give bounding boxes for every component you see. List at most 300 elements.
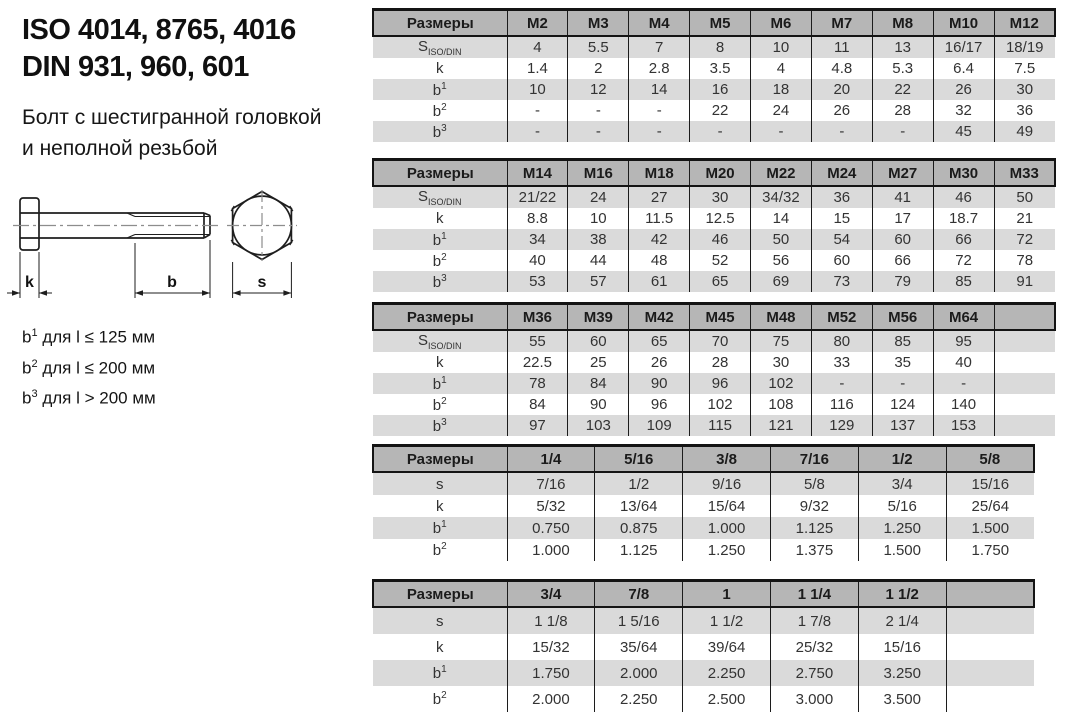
dimension-value-cell: 39/64 (683, 634, 771, 660)
footnote-b2-text: для l ≤ 200 мм (42, 358, 156, 378)
dimension-value-cell: 12 (568, 79, 629, 100)
dimension-value-cell: 17 (872, 208, 933, 229)
dim-label-k: k (25, 274, 34, 291)
dimension-value-cell: 2.500 (683, 686, 771, 712)
dimension-value-cell: 3.500 (858, 686, 946, 712)
dimension-value-cell: 8 (690, 36, 751, 58)
dimension-value-cell: 65 (690, 271, 751, 292)
table-m14-m33 (372, 158, 1056, 292)
dimension-value-cell: 8.8 (507, 208, 568, 229)
dimension-value-cell: 72 (994, 229, 1055, 250)
dimension-value-cell: 108 (751, 394, 812, 415)
dimension-value-cell: 16/17 (933, 36, 994, 58)
row-label: $b^3$ (373, 271, 507, 292)
footnotes (22, 320, 156, 412)
title-din: DIN 931, 960, 601 (22, 51, 249, 83)
bolt-side-view (20, 198, 210, 250)
dimension-value-cell: 11.5 (629, 208, 690, 229)
dimension-value-cell: 18.7 (933, 208, 994, 229)
dimension-value-cell: 1.125 (770, 517, 858, 539)
dimension-value-cell: 109 (629, 415, 690, 436)
dimension-value-cell: 3.250 (858, 660, 946, 686)
dimension-value-cell: 140 (933, 394, 994, 415)
dimension-value-cell: - (751, 121, 812, 142)
size-column-header: M12 (994, 10, 1055, 37)
dimension-value-cell: 12.5 (690, 208, 751, 229)
dimension-value-cell: 95 (933, 330, 994, 352)
dimension-value-cell (946, 686, 1034, 712)
dimension-value-cell: 102 (751, 373, 812, 394)
dimension-value-cell: 18/19 (994, 36, 1055, 58)
document-subtitle (22, 102, 321, 164)
dimension-value-cell: 41 (872, 186, 933, 208)
dimension-value-cell (994, 394, 1055, 415)
table-header-row (373, 446, 1034, 473)
dimension-value-cell: 49 (994, 121, 1055, 142)
dimension-value-cell: 1.750 (507, 660, 595, 686)
dimension-value-cell: 115 (690, 415, 751, 436)
dimension-value-cell: 1.750 (946, 539, 1034, 561)
table-row (373, 100, 1055, 121)
size-column-header: M39 (568, 304, 629, 331)
table-row (373, 539, 1034, 561)
size-column-header: M20 (690, 160, 751, 187)
size-column-header (994, 304, 1055, 331)
size-column-header: M45 (690, 304, 751, 331)
dimension-value-cell: 2.750 (770, 660, 858, 686)
table-header-row (373, 160, 1055, 187)
title-iso: ISO 4014, 8765, 4016 (22, 14, 296, 46)
size-column-header: M10 (933, 10, 994, 37)
footnote-b2 (22, 351, 156, 382)
table-row (373, 686, 1034, 712)
dimension-value-cell: 26 (933, 79, 994, 100)
dimension-value-cell: 33 (811, 352, 872, 373)
dimension-value-cell: 1 1/2 (683, 607, 771, 634)
dimension-value-cell: 22.5 (507, 352, 568, 373)
dimension-value-cell: 21/22 (507, 186, 568, 208)
row-label: k (436, 210, 444, 227)
table-row (373, 660, 1034, 686)
footnote-b1 (22, 320, 156, 351)
size-column-header: M6 (751, 10, 812, 37)
dimension-value-cell: 90 (568, 394, 629, 415)
row-label: $b^1$ (373, 517, 507, 539)
dimension-value-cell: 21 (994, 208, 1055, 229)
dimension-value-cell: - (568, 100, 629, 121)
size-column-header: M22 (751, 160, 812, 187)
dimension-value-cell: 60 (872, 229, 933, 250)
dimension-value-cell: 26 (811, 100, 872, 121)
dimension-value-cell: 2 1/4 (858, 607, 946, 634)
dimension-value-cell: 45 (933, 121, 994, 142)
dimension-value-cell: 50 (751, 229, 812, 250)
dimension-value-cell: - (933, 373, 994, 394)
dimension-value-cell: 40 (507, 250, 568, 271)
size-column-header: 1 (683, 581, 771, 608)
dimension-value-cell: 84 (568, 373, 629, 394)
dim-label-s: s (257, 274, 267, 291)
dimension-table (372, 158, 1056, 292)
size-column-header: M18 (629, 160, 690, 187)
dimension-value-cell: 129 (811, 415, 872, 436)
row-label: k (436, 60, 444, 77)
dimension-value-cell: 80 (811, 330, 872, 352)
dimension-value-cell (994, 352, 1055, 373)
dimension-value-cell: 30 (994, 79, 1055, 100)
table-row (373, 415, 1055, 436)
dimension-value-cell: 4 (507, 36, 568, 58)
dimension-value-cell: 34/32 (751, 186, 812, 208)
row-label: s (373, 607, 507, 634)
size-column-header: M14 (507, 160, 568, 187)
size-column-header: M64 (933, 304, 994, 331)
table-row (373, 58, 1055, 79)
table-header-row (373, 10, 1055, 37)
dim-s-arrow-right (283, 290, 291, 296)
dimension-value-cell: 46 (933, 186, 994, 208)
dimension-value-cell: 16 (690, 79, 751, 100)
dimension-value-cell: 72 (933, 250, 994, 271)
dimension-value-cell: 57 (568, 271, 629, 292)
dimension-value-cell: 36 (994, 100, 1055, 121)
dimension-value-cell: 30 (751, 352, 812, 373)
dimension-value-cell: 69 (751, 271, 812, 292)
dimension-value-cell: 15 (811, 208, 872, 229)
dimension-value-cell: - (690, 121, 751, 142)
dimension-value-cell: 90 (629, 373, 690, 394)
dimension-value-cell: 15/16 (858, 634, 946, 660)
dimension-value-cell: 60 (568, 330, 629, 352)
dim-k-arrow-right (39, 290, 47, 296)
dim-b-arrow-right (202, 290, 210, 296)
row-label: $b^1$ (373, 229, 507, 250)
row-label: $b^2$ (432, 251, 447, 270)
dimension-value-cell: 65 (629, 330, 690, 352)
dimension-value-cell: 85 (933, 271, 994, 292)
footnote-b3-base: b (22, 388, 32, 408)
dimension-value-cell: 15/32 (507, 634, 595, 660)
dimension-value-cell: 54 (811, 229, 872, 250)
size-column-header: M2 (507, 10, 568, 37)
size-column-header: 5/8 (946, 446, 1034, 473)
dimension-value-cell: 78 (994, 250, 1055, 271)
dimension-value-cell (946, 660, 1034, 686)
table-row (373, 352, 1055, 373)
dimension-value-cell: 1.000 (507, 539, 595, 561)
size-column-header: 3/8 (683, 446, 771, 473)
dimension-value-cell: 124 (872, 394, 933, 415)
dimension-value-cell: 11 (811, 36, 872, 58)
dimension-value-cell: - (507, 100, 568, 121)
dimension-value-cell: 121 (751, 415, 812, 436)
table-row (373, 394, 1055, 415)
dimension-value-cell: 102 (690, 394, 751, 415)
dimension-value-cell: 0.750 (507, 517, 595, 539)
size-column-header: M56 (872, 304, 933, 331)
dimension-value-cell: 10 (568, 208, 629, 229)
dimension-value-cell: 28 (690, 352, 751, 373)
table-row (373, 79, 1055, 100)
dimension-value-cell: - (872, 121, 933, 142)
dimension-value-cell: 1 5/16 (595, 607, 683, 634)
size-column-header: 7/16 (770, 446, 858, 473)
table-inch-quarter-to-fiveeighths (372, 444, 1035, 561)
dimension-value-cell: 1.000 (683, 517, 771, 539)
dimension-value-cell: 24 (568, 186, 629, 208)
size-column-header: M30 (933, 160, 994, 187)
dimension-value-cell: 9/32 (770, 495, 858, 517)
dimension-value-cell: 116 (811, 394, 872, 415)
dimension-value-cell: 2.000 (507, 686, 595, 712)
row-label: $S_{ISO/DIN}$ (373, 330, 507, 352)
centerlines-end-view (227, 190, 297, 261)
dimension-value-cell: 91 (994, 271, 1055, 292)
row-label: $b^2$ (432, 395, 447, 414)
dimension-value-cell: 84 (507, 394, 568, 415)
dimension-value-cell: 1 7/8 (770, 607, 858, 634)
row-label: $b^1$ (373, 660, 507, 686)
table-row (373, 330, 1055, 352)
dimension-value-cell: 56 (751, 250, 812, 271)
dimension-value-cell: 32 (933, 100, 994, 121)
dimension-value-cell: 10 (751, 36, 812, 58)
dimension-value-cell: 7 (629, 36, 690, 58)
dimension-column-header: Размеры (373, 160, 507, 187)
table-m36-m64 (372, 302, 1056, 436)
dimension-value-cell: 1.125 (595, 539, 683, 561)
row-label: $b^3$ (373, 121, 507, 142)
table-row (373, 373, 1055, 394)
size-column-header: 7/8 (595, 581, 683, 608)
footnote-b2-base: b (22, 358, 32, 378)
dimension-value-cell: - (811, 373, 872, 394)
document-header (22, 12, 321, 164)
dimension-value-cell: - (872, 373, 933, 394)
row-label: $b^2$ (432, 690, 447, 708)
row-label: s (373, 472, 507, 495)
subtitle-line-1: Болт с шестигранной головкой (22, 106, 322, 129)
dimension-value-cell: 1/2 (595, 472, 683, 495)
bolt-head-outline (20, 198, 39, 250)
size-column-header: M52 (811, 304, 872, 331)
dimension-value-cell: 137 (872, 415, 933, 436)
dimension-value-cell: 61 (629, 271, 690, 292)
dimension-value-cell: - (629, 121, 690, 142)
size-column-header: M3 (568, 10, 629, 37)
size-column-header (946, 581, 1034, 608)
size-column-header: M48 (751, 304, 812, 331)
size-column-header: M7 (811, 10, 872, 37)
row-label: k (436, 354, 444, 371)
dimension-value-cell: 73 (811, 271, 872, 292)
size-column-header: 3/4 (507, 581, 595, 608)
dimension-value-cell: 9/16 (683, 472, 771, 495)
dimension-value-cell: 7/16 (507, 472, 595, 495)
dimension-value-cell: 2.000 (595, 660, 683, 686)
dimension-value-cell: 14 (629, 79, 690, 100)
dimension-value-cell: 5/8 (770, 472, 858, 495)
dimension-value-cell: 5.3 (872, 58, 933, 79)
dimension-value-cell: 40 (933, 352, 994, 373)
dimension-value-cell: 25/32 (770, 634, 858, 660)
dimension-value-cell: 1.4 (507, 58, 568, 79)
dimension-value-cell: 3.5 (690, 58, 751, 79)
dimension-value-cell: - (629, 100, 690, 121)
table-row (373, 250, 1055, 271)
dimension-value-cell: 4 (751, 58, 812, 79)
footnote-b1-sup: 1 (31, 327, 38, 339)
dimension-value-cell: 5/32 (507, 495, 595, 517)
dimension-value-cell: 1.375 (770, 539, 858, 561)
dimension-value-cell: 13/64 (595, 495, 683, 517)
dimension-value-cell: 38 (568, 229, 629, 250)
size-column-header: M4 (629, 10, 690, 37)
dimension-value-cell: 70 (690, 330, 751, 352)
dimension-value-cell: 50 (994, 186, 1055, 208)
dimension-value-cell: 3/4 (858, 472, 946, 495)
dimension-value-cell: 35/64 (595, 634, 683, 660)
dimension-value-cell (946, 607, 1034, 634)
table-row (373, 186, 1055, 208)
dimension-value-cell: 2.8 (629, 58, 690, 79)
dimension-value-cell: - (811, 121, 872, 142)
row-label: k (436, 497, 444, 515)
dimension-value-cell: 15/64 (683, 495, 771, 517)
dimension-value-cell: 24 (751, 100, 812, 121)
dimension-value-cell: 25/64 (946, 495, 1034, 517)
dimension-value-cell: 3.000 (770, 686, 858, 712)
dimension-value-cell (994, 415, 1055, 436)
dimension-value-cell: 79 (872, 271, 933, 292)
dim-k-arrow-left (12, 290, 20, 296)
row-label: $b^3$ (373, 415, 507, 436)
size-column-header: 1/2 (858, 446, 946, 473)
dim-s-arrow-left (233, 290, 241, 296)
dimension-value-cell: 1.250 (683, 539, 771, 561)
dimension-value-cell: 75 (751, 330, 812, 352)
dimension-value-cell: 5.5 (568, 36, 629, 58)
table-header-row (373, 581, 1034, 608)
dimension-value-cell (994, 330, 1055, 352)
dimension-table (372, 8, 1056, 142)
dimension-table (372, 444, 1035, 561)
row-label: $b^2$ (432, 101, 447, 120)
dimension-value-cell: 5/16 (858, 495, 946, 517)
dimension-value-cell: 97 (507, 415, 568, 436)
dimension-column-header: Размеры (373, 581, 507, 608)
dimension-value-cell: 78 (507, 373, 568, 394)
footnote-b3-text: для l > 200 мм (42, 388, 156, 408)
table-row (373, 607, 1034, 634)
dimension-value-cell: 1.500 (946, 517, 1034, 539)
dimension-value-cell: 7.5 (994, 58, 1055, 79)
dimension-value-cell: 66 (933, 229, 994, 250)
dimension-value-cell: 35 (872, 352, 933, 373)
table-row (373, 634, 1034, 660)
dimension-value-cell: 53 (507, 271, 568, 292)
row-label: k (436, 638, 444, 656)
table-row (373, 472, 1034, 495)
dimension-value-cell: 60 (811, 250, 872, 271)
dimension-column-header: Размеры (373, 446, 507, 473)
footnote-b1-text: для l ≤ 125 мм (42, 327, 156, 347)
dimension-value-cell (946, 634, 1034, 660)
dimension-value-cell: 2.250 (683, 660, 771, 686)
table-row (373, 495, 1034, 517)
table-row (373, 121, 1055, 142)
bolt-technical-drawing (5, 186, 345, 316)
dimension-value-cell: 14 (751, 208, 812, 229)
footnote-b2-sup: 2 (31, 357, 38, 370)
dimension-value-cell: 44 (568, 250, 629, 271)
row-label: $b^1$ (373, 373, 507, 394)
dim-b-arrow-left (135, 290, 143, 296)
table-row (373, 36, 1055, 58)
footnote-b3 (22, 381, 156, 412)
footnote-b3-sup: 3 (31, 388, 38, 401)
dimension-value-cell: 6.4 (933, 58, 994, 79)
dimension-table (372, 579, 1035, 712)
dimension-value-cell: 25 (568, 352, 629, 373)
subtitle-line-2: и неполной резьбой (22, 137, 218, 160)
dimension-value-cell: 26 (629, 352, 690, 373)
footnote-b1-base: b (22, 327, 32, 347)
dimension-value-cell: 55 (507, 330, 568, 352)
table-header-row (373, 304, 1055, 331)
size-column-header: 5/16 (595, 446, 683, 473)
dimension-value-cell: 28 (872, 100, 933, 121)
table-m2-m12 (372, 8, 1056, 142)
dimension-value-cell: 22 (690, 100, 751, 121)
dimension-value-cell: 0.875 (595, 517, 683, 539)
dimension-value-cell: 2 (568, 58, 629, 79)
table-inch-threequarter-to-oneandhalf (372, 579, 1035, 712)
table-row (373, 229, 1055, 250)
dimension-value-cell: 34 (507, 229, 568, 250)
dim-label-b: b (167, 274, 177, 291)
dimension-value-cell: 52 (690, 250, 751, 271)
dimension-value-cell: 20 (811, 79, 872, 100)
dimension-value-cell: 46 (690, 229, 751, 250)
table-row (373, 271, 1055, 292)
dimension-table (372, 302, 1056, 436)
dimension-column-header: Размеры (373, 304, 507, 331)
dimension-value-cell: 22 (872, 79, 933, 100)
dimension-value-cell: 13 (872, 36, 933, 58)
dimension-value-cell: 4.8 (811, 58, 872, 79)
dimension-value-cell: 42 (629, 229, 690, 250)
row-label: $S_{ISO/DIN}$ (373, 36, 507, 58)
dimension-value-cell: 96 (629, 394, 690, 415)
dimension-value-cell: 1.250 (858, 517, 946, 539)
dimension-value-cell: 1 1/8 (507, 607, 595, 634)
dimension-value-cell: 48 (629, 250, 690, 271)
dimension-value-cell: 85 (872, 330, 933, 352)
dimension-value-cell: 27 (629, 186, 690, 208)
dimension-value-cell: 15/16 (946, 472, 1034, 495)
dimension-value-cell: - (507, 121, 568, 142)
table-row (373, 517, 1034, 539)
dimension-value-cell: 1.500 (858, 539, 946, 561)
row-label: $b^1$ (373, 79, 507, 100)
size-column-header: M16 (568, 160, 629, 187)
size-column-header: M36 (507, 304, 568, 331)
size-column-header: M33 (994, 160, 1055, 187)
dimension-value-cell: 66 (872, 250, 933, 271)
dimension-value-cell: 96 (690, 373, 751, 394)
dimension-value-cell: 18 (751, 79, 812, 100)
